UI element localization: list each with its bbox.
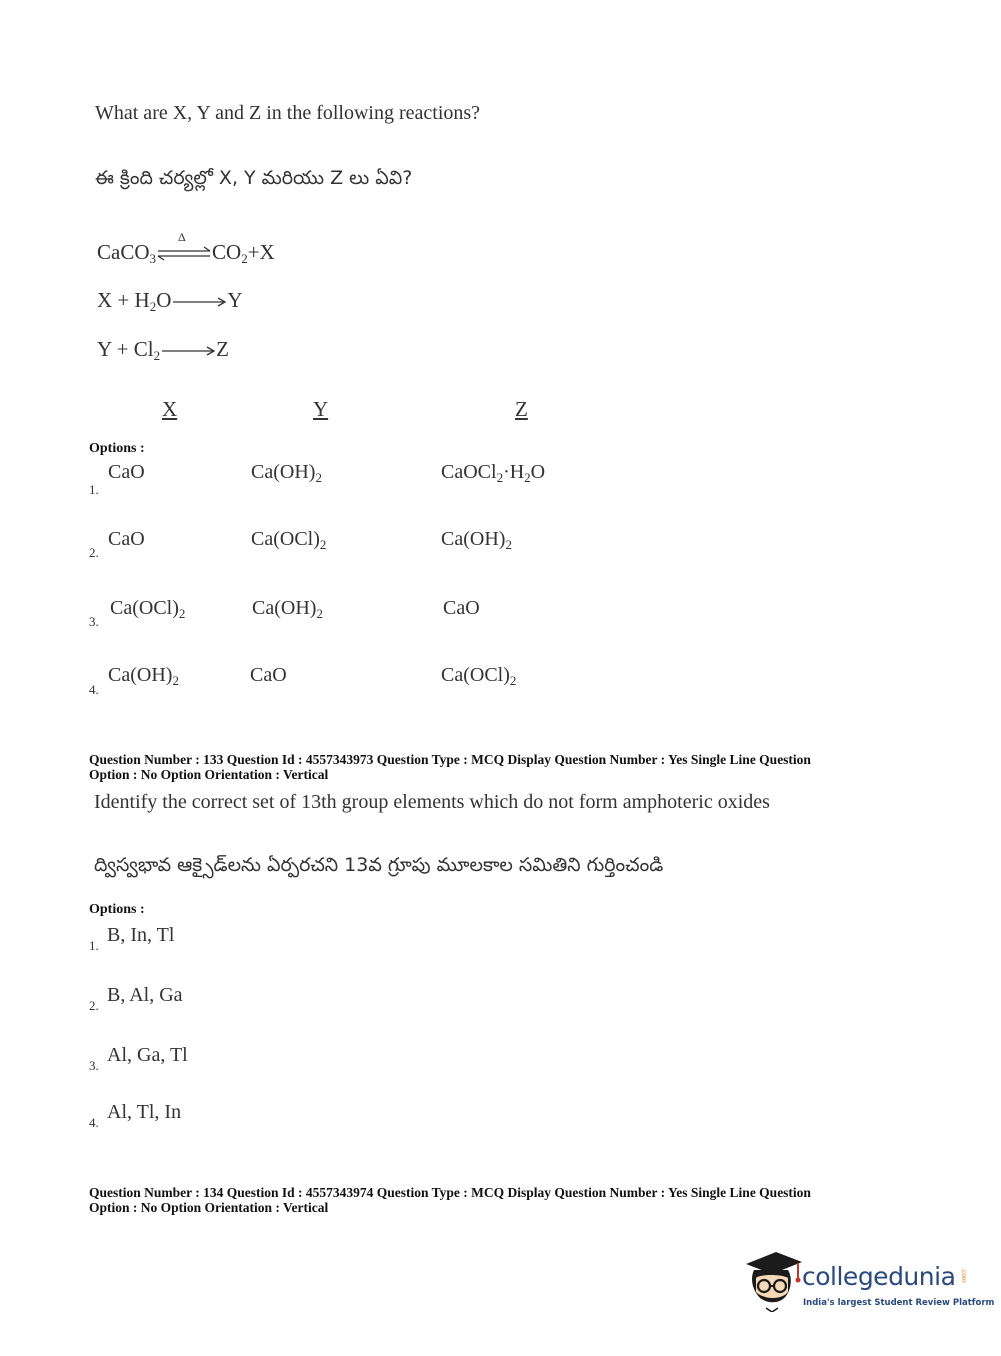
options-label: Options : — [89, 902, 145, 917]
logo-com-suffix: .com — [960, 1268, 967, 1283]
option-number: 2. — [89, 998, 99, 1013]
option-number: 4. — [89, 1115, 99, 1130]
option-number: 1. — [89, 938, 99, 953]
reaction-2 — [97, 288, 243, 315]
option-number: 4. — [89, 682, 99, 697]
rhs: Z — [216, 337, 229, 361]
lhs-subscript: 2 — [153, 348, 161, 363]
question-text-te: ఈ క్రింది చర్యల్లో X, Y మరియు Z లు ఏవి? — [95, 167, 413, 189]
option-y: $Ca(OH)_2$ — [252, 597, 323, 621]
arrow-right-icon — [160, 341, 216, 361]
question-meta-133: Question Number : 133 Question Id : 4557343973 Question Type : MCQ Display Question Number : Yes Single Line Question Option : No Option Orientation : Vertical — [89, 752, 811, 782]
question-text-te: ద్విస్వభావ ఆక్సైడ్‌లను ఏర్పరచని 13వ గ్రూపు మూలకాల సమితిని గుర్తించండి — [94, 854, 664, 876]
reaction-3 — [97, 337, 229, 364]
option-z: $Ca(OCl)_2$ — [441, 664, 517, 688]
option-x: CaO — [108, 461, 145, 483]
option-x: CaO — [108, 528, 145, 550]
arrow-right-icon — [171, 292, 227, 312]
option-number: 3. — [89, 614, 99, 629]
reaction-1 — [97, 230, 275, 267]
option-x: $Ca(OH)_2$ — [108, 664, 179, 688]
option-x: $Ca(OCl)_2$ — [110, 597, 186, 621]
question-text-en: Identify the correct set of 13th group elements which do not form amphoteric oxides — [94, 791, 770, 813]
option-text: B, Al, Ga — [107, 984, 183, 1006]
heat-condition: Δ — [178, 230, 186, 245]
option-number: 2. — [89, 545, 99, 560]
equilibrium-arrow-icon — [156, 230, 212, 266]
option-y: $Ca(OCl)_2$ — [251, 528, 327, 552]
option-z: CaO — [443, 597, 480, 619]
option-text: Al, Tl, In — [107, 1101, 182, 1123]
option-y: CaO — [250, 664, 287, 686]
question-text-en: What are X, Y and Z in the following reactions? — [95, 102, 481, 124]
option-y: $Ca(OH)_2$ — [251, 461, 322, 485]
logo-tagline: India's largest Student Review Platform — [803, 1298, 995, 1308]
reactant-subscript: 3 — [149, 251, 156, 266]
option-text: Al, Ga, Tl — [107, 1044, 188, 1066]
option-number: 3. — [89, 1058, 99, 1073]
rhs: Y — [227, 288, 243, 312]
collegedunia-logo[interactable] — [742, 1248, 995, 1318]
option-z: $Ca(OH)_2$ — [441, 528, 512, 552]
product-subscript: 2 — [241, 251, 248, 266]
question-meta-134: Question Number : 134 Question Id : 4557343974 Question Type : MCQ Display Question Number : Yes Single Line Question Option : No Option Orientation : Vertical — [89, 1185, 811, 1215]
lhs: X + H — [97, 288, 150, 312]
column-header-z: Z — [515, 397, 528, 421]
column-header-x: X — [162, 397, 178, 421]
reactant: CaCO — [97, 240, 150, 264]
option-number: 1. — [89, 482, 99, 497]
options-label: Options : — [89, 441, 145, 456]
lhs: Y + Cl — [97, 337, 154, 361]
logo-wordmark: collegedunia — [802, 1262, 956, 1291]
option-z: $CaOCl_2\cdot H_2O$ — [441, 461, 546, 485]
lhs-subscript: 2 — [149, 299, 157, 314]
option-text: B, In, Tl — [107, 924, 175, 946]
product-tail: +X — [247, 240, 275, 264]
product: CO — [212, 240, 242, 264]
graduate-mascot-icon — [742, 1248, 802, 1312]
lhs-tail: O — [156, 288, 172, 312]
column-header-y: Y — [313, 397, 329, 421]
